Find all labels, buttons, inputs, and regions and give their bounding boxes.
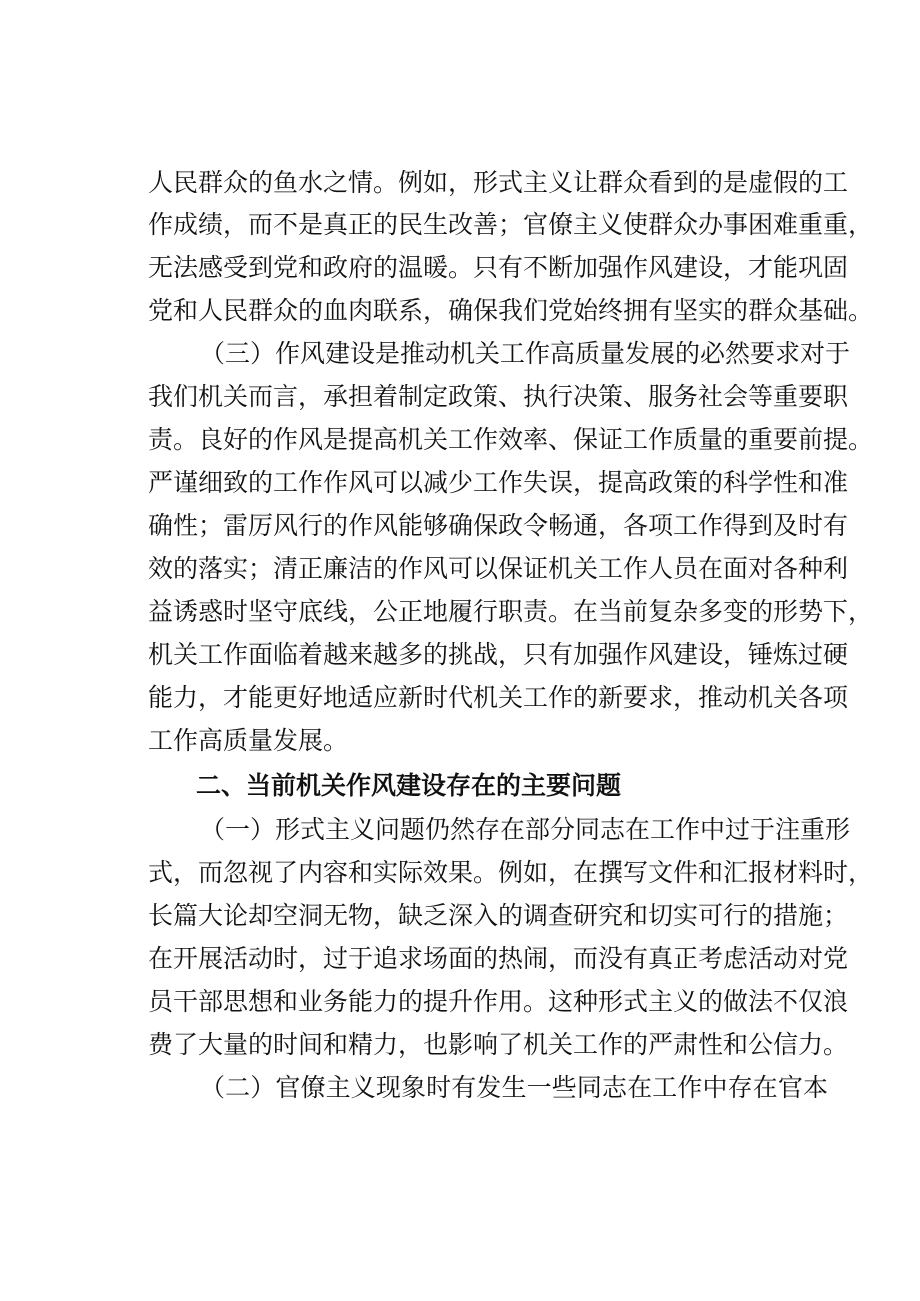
paragraph-line: （三）作风建设是推动机关工作高质量发展的必然要求对于 — [200, 339, 851, 368]
paragraph-line: 在开展活动时，过于追求场面的热闹，而没有真正考虑活动对党 — [148, 944, 849, 973]
paragraph-line: 员干部思想和业务能力的提升作用。这种形式主义的做法不仅浪 — [148, 987, 849, 1016]
paragraph-line: 机关工作面临着越来越多的挑战，只有加强作风建设，锤炼过硬 — [148, 640, 849, 669]
paragraph-line: 益诱惑时坚守底线，公正地履行职责。在当前复杂多变的形势下， — [148, 597, 874, 626]
paragraph-line: 责。良好的作风是提高机关工作效率、保证工作质量的重要前提。 — [148, 425, 874, 454]
paragraph-line: 党和人民群众的血肉联系，确保我们党始终拥有坚实的群众基础。 — [148, 296, 874, 325]
paragraph-line: 严谨细致的工作作风可以减少工作失误，提高政策的科学性和准 — [148, 468, 849, 497]
paragraph-line: 长篇大论却空洞无物，缺乏深入的调查研究和切实可行的措施； — [148, 901, 849, 930]
paragraph-line: 无法感受到党和政府的温暖。只有不断加强作风建设，才能巩固 — [148, 253, 849, 282]
paragraph-line: 式，而忽视了内容和实际效果。例如，在撰写文件和汇报材料时， — [148, 858, 874, 887]
section-heading: 二、当前机关作风建设存在的主要问题 — [196, 771, 622, 800]
paragraph-line: 工作高质量发展。 — [148, 726, 349, 755]
paragraph-line: 能力，才能更好地适应新时代机关工作的新要求，推动机关各项 — [148, 683, 849, 712]
paragraph-line: 人民群众的鱼水之情。例如，形式主义让群众看到的是虚假的工 — [148, 168, 849, 197]
paragraph-line: 费了大量的时间和精力，也影响了机关工作的严肃性和公信力。 — [148, 1030, 849, 1059]
paragraph-line: 效的落实；清正廉洁的作风可以保证机关工作人员在面对各种利 — [148, 554, 849, 583]
paragraph-line: 我们机关而言，承担着制定政策、执行决策、服务社会等重要职 — [148, 382, 849, 411]
paragraph-line: 作成绩，而不是真正的民生改善；官僚主义使群众办事困难重重， — [148, 210, 874, 239]
paragraph-line: 确性；雷厉风行的作风能够确保政令畅通，各项工作得到及时有 — [148, 511, 849, 540]
paragraph-line: （一）形式主义问题仍然存在部分同志在工作中过于注重形 — [200, 815, 851, 844]
paragraph-line: （二）官僚主义现象时有发生一些同志在工作中存在官本 — [200, 1073, 828, 1102]
